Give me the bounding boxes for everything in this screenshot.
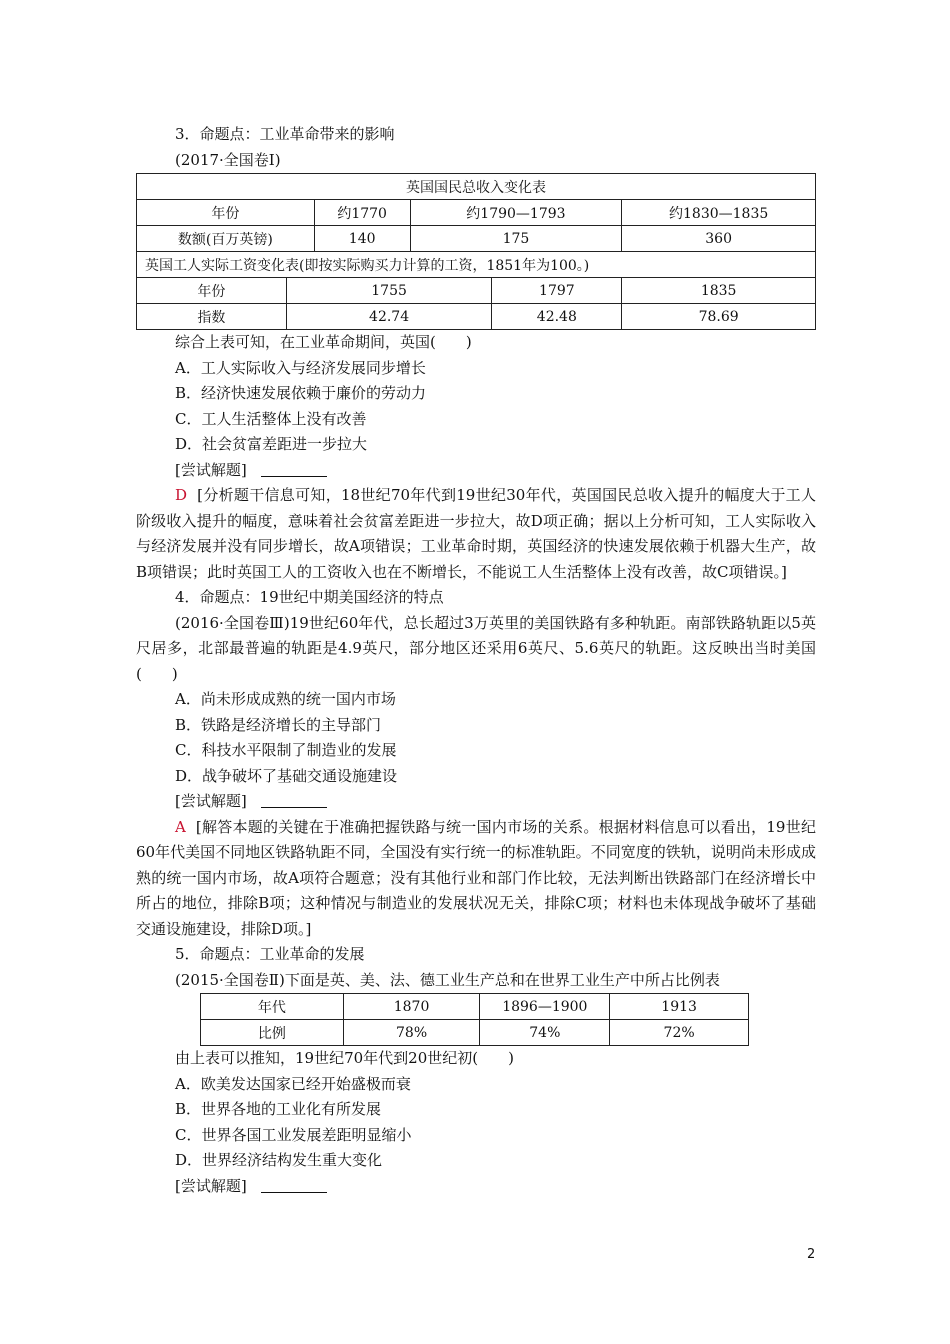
q4-option-d: D．战争破坏了基础交通设施建设 bbox=[175, 766, 398, 785]
table-cell: 年代 bbox=[201, 994, 344, 1020]
q3-option-a: A．工人实际收入与经济发展同步增长 bbox=[175, 358, 426, 377]
q5-option-a: A．欧美发达国家已经开始盛极而衰 bbox=[175, 1074, 411, 1093]
q3-option-d: D．社会贫富差距进一步拉大 bbox=[175, 435, 368, 453]
table-title: 英国国民总收入变化表 bbox=[137, 174, 816, 200]
q4-stem: (2016·全国卷Ⅲ)19世纪60年代，总长超过3万英里的美国铁路有多种轨距。南部铁路轨距以5英尺居多，北部最普遍的轨距是4.9英尺，部分地区还采用6英尺、5.6英尺的轨距。这反映出当时美国( ) bbox=[136, 613, 816, 683]
table-cell: 1755 bbox=[286, 278, 492, 304]
q5-stem: 由上表可以推知，19世纪70年代到20世纪初( ) bbox=[175, 1049, 514, 1067]
q5-option-c: C．世界各国工业发展差距明显缩小 bbox=[175, 1125, 412, 1144]
table-cell: 78% bbox=[343, 1020, 480, 1046]
q3-answer: D bbox=[175, 486, 188, 504]
table-cell: 1896—1900 bbox=[480, 994, 610, 1020]
q3-stem: 综合上表可知，在工业革命期间，英国( ) bbox=[175, 333, 472, 351]
table-cell: 1913 bbox=[610, 994, 749, 1020]
table-cell: 数额(百万英镑) bbox=[137, 226, 315, 252]
wage-table bbox=[136, 252, 816, 330]
table-cell: 175 bbox=[410, 226, 622, 252]
table-cell: 年份 bbox=[137, 200, 315, 226]
q5-option-d: D．世界经济结构发生重大变化 bbox=[175, 1151, 383, 1169]
table-cell: 360 bbox=[622, 226, 816, 252]
q4-try-label: [尝试解题] bbox=[136, 789, 816, 815]
q4-explanation: A [解答本题的关键在于准确把握铁路与统一国内市场的关系。根据材料信息可以看出，19世纪60年代美国不同地区铁路轨距不同，全国没有实行统一的标准轨距。不同宽度的铁轨，说明尚未形成成熟的统一国内市场，故A项符合题意；没有其他行业和部门作比较，无法判断出铁路部门在经济增长中所占的地位，排除B项；这种情况与制造业的发展状况无关，排除C项；材料也未体现战争破坏了基础交通设施建设，排除D项。] bbox=[136, 817, 816, 938]
table-cell: 1797 bbox=[492, 278, 622, 304]
answer-blank bbox=[261, 476, 327, 477]
table-cell: 比例 bbox=[201, 1020, 344, 1046]
table-cell: 72% bbox=[610, 1020, 749, 1046]
q5-option-b: B．世界各地的工业化有所发展 bbox=[175, 1100, 382, 1118]
table-cell: 42.74 bbox=[286, 304, 492, 330]
q3-explanation: D [分析题干信息可知，18世纪70年代到19世纪30年代，英国国民总收入提升的幅度大于工人阶级收入提升的幅度，意味着社会贫富差距进一步拉大，故D项正确；据以上分析可知，工人实际收入与经济发展并没有同步增长，故A项错误；工业革命时期，英国经济的快速发展依赖于机器大生产，故B项错误；此时英国工人的工资收入也在不断增长，不能说工人生活整体上没有改善，故C项错误。] bbox=[136, 486, 816, 581]
table-cell: 指数 bbox=[137, 304, 287, 330]
table-cell: 约1770 bbox=[314, 200, 410, 226]
table-cell: 78.69 bbox=[622, 304, 816, 330]
table-cell: 1835 bbox=[622, 278, 816, 304]
q3-heading: 3．命题点：工业革命带来的影响 bbox=[175, 125, 395, 143]
q4-answer: A bbox=[175, 817, 186, 836]
page-number: 2 bbox=[807, 1247, 816, 1262]
q4-heading: 4．命题点：19世纪中期美国经济的特点 bbox=[175, 588, 444, 606]
table-cell: 74% bbox=[480, 1020, 610, 1046]
answer-blank bbox=[261, 1192, 327, 1193]
table-title: 英国工人实际工资变化表(即按实际购买力计算的工资，1851年为100。) bbox=[137, 252, 816, 278]
q4-option-a: A．尚未形成成熟的统一国内市场 bbox=[175, 690, 396, 708]
q3-option-c: C．工人生活整体上没有改善 bbox=[175, 409, 367, 428]
q3-source: (2017·全国卷Ⅰ) bbox=[175, 150, 281, 169]
q3-try-label: [尝试解题] bbox=[136, 458, 816, 484]
income-table bbox=[136, 173, 816, 252]
table-cell: 140 bbox=[314, 226, 410, 252]
table-cell: 约1790—1793 bbox=[410, 200, 622, 226]
industry-share-table bbox=[200, 993, 749, 1046]
q5-try-label: [尝试解题] bbox=[136, 1174, 816, 1200]
table-cell: 年份 bbox=[137, 278, 287, 304]
table-cell: 1870 bbox=[343, 994, 480, 1020]
q5-source: (2015·全国卷Ⅱ)下面是英、美、法、德工业生产总和在世界工业生产中所占比例表 bbox=[175, 970, 720, 989]
q4-option-b: B．铁路是经济增长的主导部门 bbox=[175, 715, 382, 734]
answer-blank bbox=[261, 807, 327, 808]
table-cell: 约1830—1835 bbox=[622, 200, 816, 226]
table-cell: 42.48 bbox=[492, 304, 622, 330]
q4-option-c: C．科技水平限制了制造业的发展 bbox=[175, 741, 397, 759]
q3-option-b: B．经济快速发展依赖于廉价的劳动力 bbox=[175, 384, 427, 402]
q5-heading: 5．命题点：工业革命的发展 bbox=[175, 945, 365, 963]
document-page bbox=[136, 122, 816, 1199]
